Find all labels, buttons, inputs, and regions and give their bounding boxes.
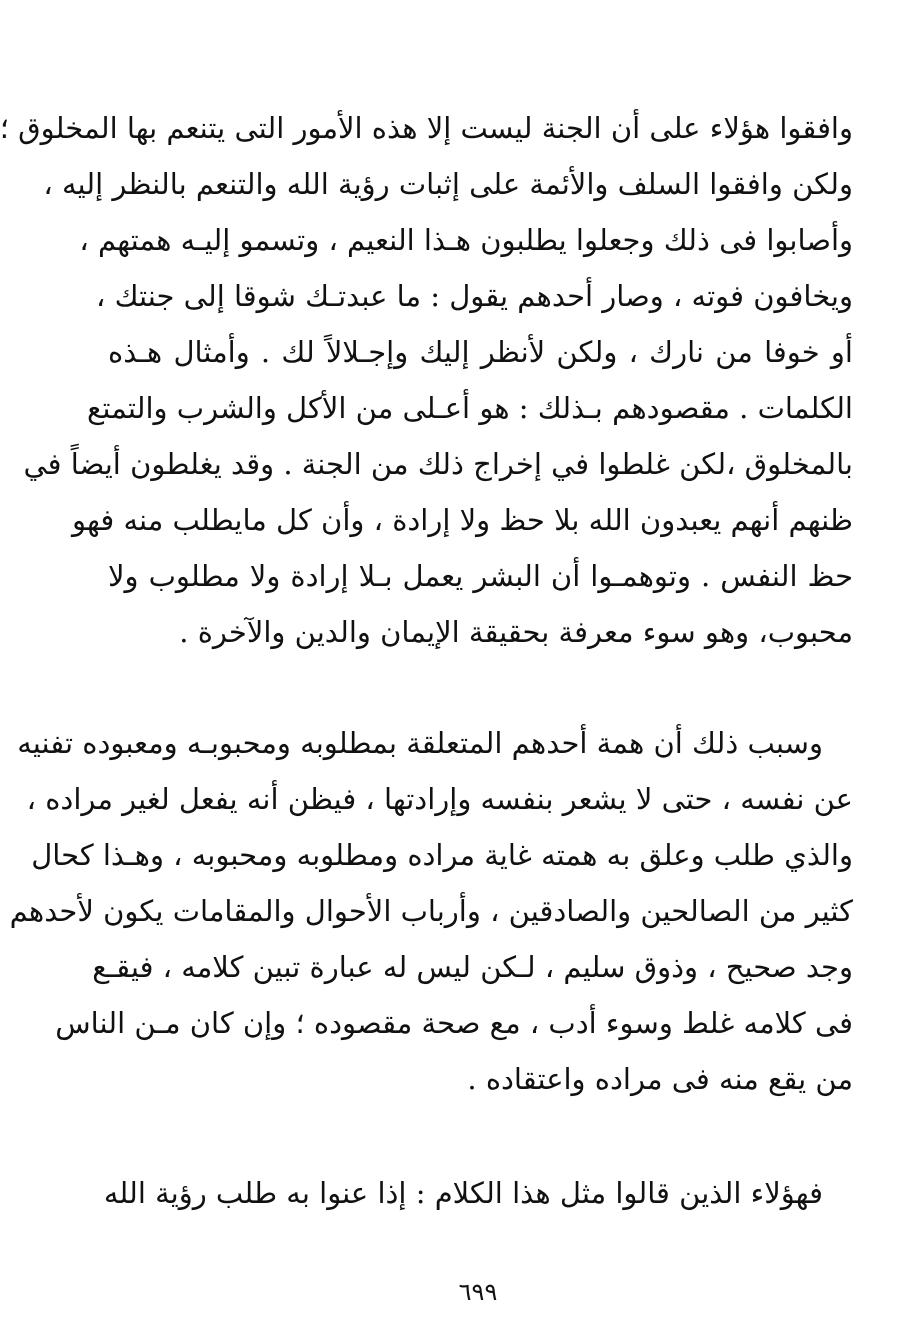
paragraph-2-line-3: والذي طلب وعلق به همته غاية مراده ومطلوبه ومحبوبه ، وهـذا كحال [31, 838, 853, 872]
paragraph-1-line-9: حظ النفس . وتوهمـوا أن البشر يعمل بـلا إرادة ولا مطلوب ولا [108, 559, 853, 593]
paragraph-2-line-1: وسبب ذلك أن همة أحدهم المتعلقة بمطلوبه ومحبوبـه ومعبوده تفنيه [17, 726, 823, 760]
paragraph-1-line-5: أو خوفا من نارك ، ولكن لأنظر إليك وإجـلالاً لك . وأمثال هـذه [108, 335, 853, 369]
paragraph-1-line-10: محبوب، وهو سوء معرفة بحقيقة الإيمان والدين والآخرة . [179, 615, 853, 649]
paragraph-1-line-6: الكلمات . مقصودهم بـذلك : هو أعـلى من الأكل والشرب والتمتع [86, 391, 853, 425]
paragraph-1-line-3: وأصابوا فى ذلك وجعلوا يطلبون هـذا النعيم ، وتسمو إليـه همتهم ، [79, 223, 853, 257]
paragraph-2-line-4: كثير من الصالحين والصادقين ، وأرباب الأحوال والمقامات يكون لأحدهم [9, 894, 853, 928]
paragraph-1-line-1: وافقوا هؤلاء على أن الجنة ليست إلا هذه الأمور التى يتنعم بها المخلوق ؛ [0, 111, 853, 145]
paragraph-2-line-7: من يقع منه فى مراده واعتقاده . [467, 1062, 853, 1096]
paragraph-2-line-6: فى كلامه غلط وسوء أدب ، مع صحة مقصوده ؛ وإن كان مـن الناس [55, 1006, 853, 1040]
paragraph-1-line-7: بالمخلوق ،لكن غلطوا في إخراج ذلك من الجنة . وقد يغلطون أيضاً في [23, 447, 853, 481]
paragraph-1-line-4: ويخافون فوته ، وصار أحدهم يقول : ما عبدتـك شوقا إلى جنتك ، [96, 279, 853, 313]
paragraph-1-line-8: ظنهم أنهم يعبدون الله بلا حظ ولا إرادة ، وأن كل مايطلب منه فهو [72, 503, 853, 537]
page-number: ٦٩٩ [458, 1278, 498, 1306]
paragraph-2-line-5: وجد صحيح ، وذوق سليم ، لـكن ليس له عبارة تبين كلامه ، فيقـع [92, 950, 853, 984]
paragraph-2-line-2: عن نفسه ، حتى لا يشعر بنفسه وإرادتها ، فيظن أنه يفعل لغير مراده ، [26, 782, 853, 816]
paragraph-1-line-2: ولكن وافقوا السلف والأئمة على إثبات رؤية الله والتنعم بالنظر إليه ، [43, 167, 853, 201]
paragraph-3-line-1: فهؤلاء الذين قالوا مثل هذا الكلام : إذا عنوا به طلب رؤية الله [103, 1176, 823, 1210]
